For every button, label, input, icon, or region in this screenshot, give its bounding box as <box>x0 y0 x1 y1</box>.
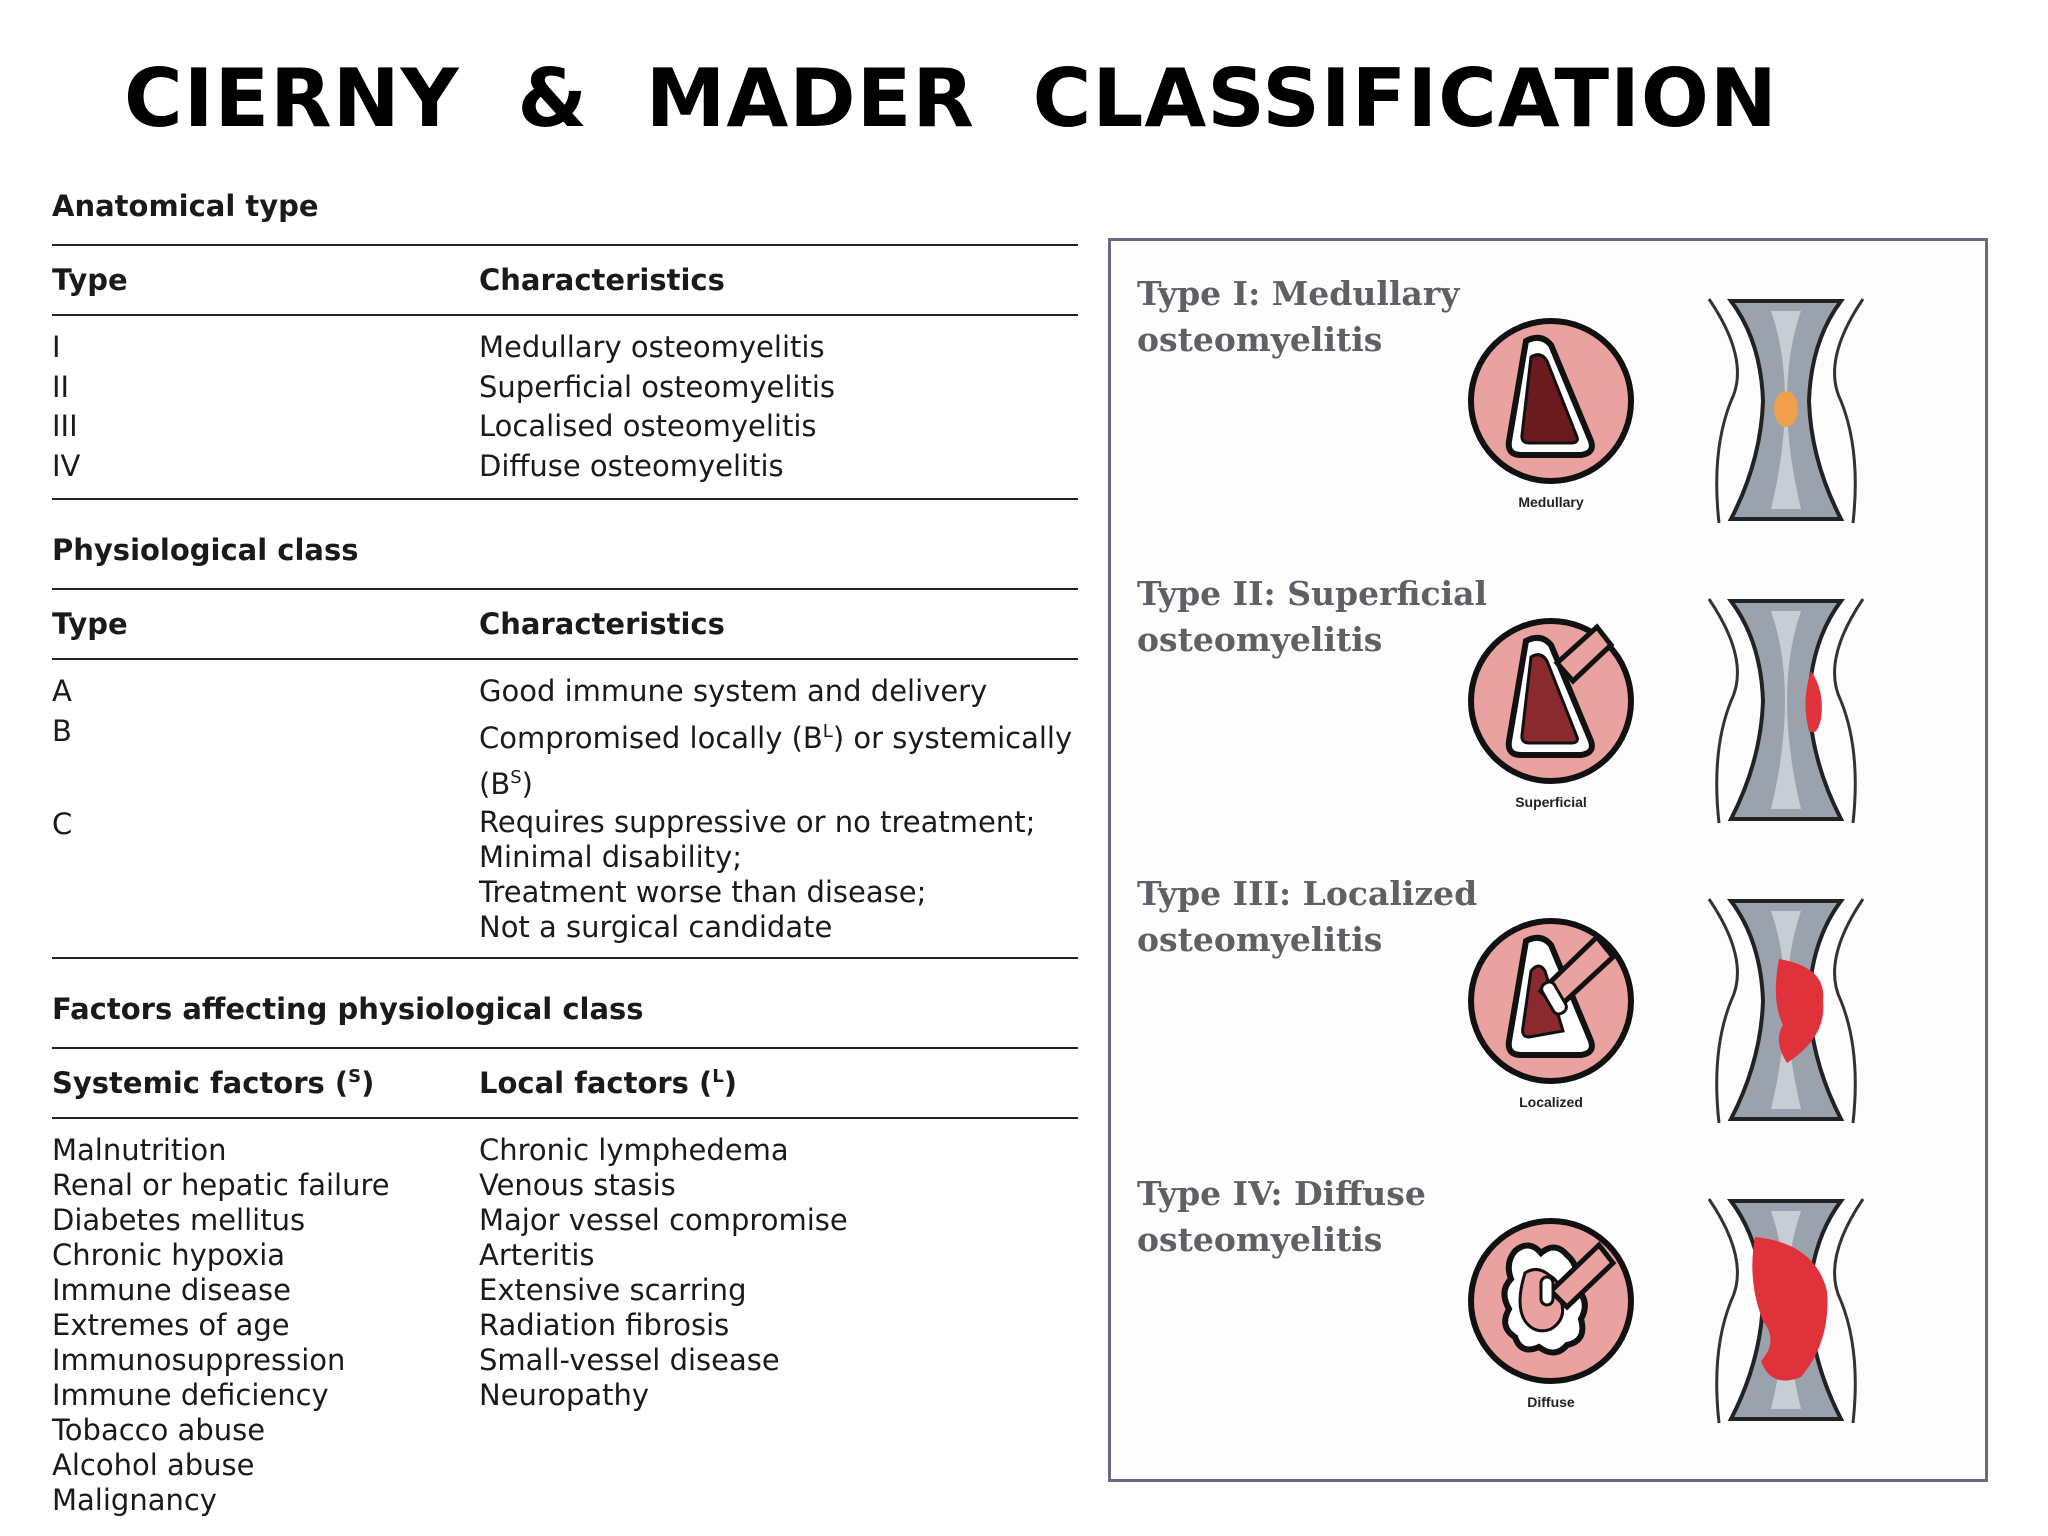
medullary-spot <box>1774 391 1798 427</box>
superficial-illustration <box>1111 541 1985 841</box>
systemic-factors-list <box>52 1133 479 1518</box>
type-cell: A <box>52 674 72 708</box>
figure-panel-superficial <box>1111 541 1985 841</box>
physiological-header-row <box>52 590 1078 658</box>
figure-panel-medullary <box>1111 241 1985 541</box>
section-label: Localized <box>1519 1094 1583 1110</box>
figure-panel-diffuse <box>1111 1141 1985 1441</box>
physiological-section-title: Physiological class <box>52 533 359 567</box>
list-item: Extremes of age <box>52 1307 290 1342</box>
text-part: Compromised locally (B <box>479 720 823 755</box>
characteristics-cell: Medullary osteomyelitis <box>479 330 825 364</box>
sequestrum <box>1541 1277 1553 1305</box>
list-item: Venous stasis <box>479 1167 676 1202</box>
medullary-illustration <box>1111 241 1985 541</box>
table-row <box>52 805 1078 945</box>
table-row <box>52 712 1078 805</box>
factors-lists <box>52 1119 1078 1518</box>
factors-section-title: Factors affecting physiological class <box>52 991 644 1026</box>
header-local <box>479 1066 1078 1100</box>
table-row <box>52 368 1078 408</box>
list-item: Small-vessel disease <box>479 1342 780 1377</box>
characteristics-cell <box>479 712 1078 805</box>
section-label: Superficial <box>1515 794 1587 810</box>
classification-tables <box>52 186 1078 1518</box>
text-part: ) <box>361 1065 375 1100</box>
panel-title: Type II: Superficial osteomyelitis <box>1137 574 1488 659</box>
anatomical-section-title: Anatomical type <box>52 189 319 223</box>
type-cell: II <box>52 369 70 404</box>
superscript: S <box>510 767 522 788</box>
characteristics-cell: Superficial osteomyelitis <box>479 369 835 404</box>
type-cell: III <box>52 409 78 443</box>
list-item: Immune deficiency <box>52 1377 329 1412</box>
list-item: Extensive scarring <box>479 1272 747 1307</box>
list-item: Chronic hypoxia <box>52 1237 286 1272</box>
header-characteristics: Characteristics <box>479 263 725 297</box>
physiological-rows <box>52 660 1078 957</box>
diffuse-illustration <box>1111 1141 1985 1441</box>
panel-title: Type III: Localized osteomyelitis <box>1137 874 1478 959</box>
type-cell: C <box>52 806 73 841</box>
type-cell: IV <box>52 448 81 483</box>
section-label: Diffuse <box>1527 1394 1575 1410</box>
page-title: CIERNY & MADER CLASSIFICATION <box>124 52 1778 145</box>
characteristics-cell: Localised osteomyelitis <box>479 409 817 443</box>
text-part: Local factors ( <box>479 1065 713 1100</box>
table-row <box>52 407 1078 447</box>
table-row <box>52 447 1078 487</box>
list-item: Alcohol abuse <box>52 1447 255 1482</box>
anatomical-header-row <box>52 246 1078 314</box>
characteristics-line: Not a surgical candidate <box>479 909 833 944</box>
text-part: ) <box>521 767 533 801</box>
characteristics-cell <box>479 805 1078 945</box>
text-part: ) or systemically (B <box>479 720 1073 801</box>
long-bone-diagram <box>1709 599 1863 823</box>
text-part: ) <box>723 1065 738 1100</box>
panel-title: Type IV: Diffuse osteomyelitis <box>1137 1174 1426 1259</box>
list-item: Major vessel compromise <box>479 1202 848 1237</box>
table-row <box>52 672 1078 712</box>
list-item: Renal or hepatic failure <box>52 1167 390 1202</box>
header-characteristics: Characteristics <box>479 607 725 641</box>
osteomyelitis-types-figure <box>1108 238 1988 1482</box>
long-bone-diagram <box>1709 1199 1863 1423</box>
list-item: Chronic lymphedema <box>479 1132 789 1167</box>
superscript: S <box>348 1065 362 1087</box>
superscript: L <box>712 1065 724 1087</box>
anatomical-rows <box>52 316 1078 498</box>
long-bone-diagram <box>1709 299 1863 523</box>
list-item: Malnutrition <box>52 1132 227 1167</box>
header-systemic <box>52 1066 479 1100</box>
list-item: Immunosuppression <box>52 1342 346 1377</box>
characteristics-cell: Good immune system and delivery <box>479 674 988 708</box>
figure-panel-localized <box>1111 841 1985 1141</box>
section-label: Medullary <box>1518 494 1584 510</box>
characteristics-line: Requires suppressive or no treatment; <box>479 804 1036 839</box>
list-item: Radiation fibrosis <box>479 1307 730 1342</box>
type-cell: B <box>52 713 72 748</box>
list-item: Tobacco abuse <box>52 1412 266 1447</box>
header-type: Type <box>52 263 128 297</box>
factors-header-row <box>52 1049 1078 1117</box>
list-item: Immune disease <box>52 1272 292 1307</box>
table-row <box>52 328 1078 368</box>
list-item: Arteritis <box>479 1237 595 1272</box>
panel-title: Type I: Medullary osteomyelitis <box>1137 274 1460 359</box>
list-item: Neuropathy <box>479 1377 650 1412</box>
local-factors-list <box>479 1133 1078 1518</box>
characteristics-line: Minimal disability; <box>479 839 743 874</box>
text-part: Systemic factors ( <box>52 1065 349 1100</box>
list-item: Malignancy <box>52 1482 217 1517</box>
list-item: Diabetes mellitus <box>52 1202 306 1237</box>
characteristics-line: Treatment worse than disease; <box>479 874 927 909</box>
superscript: L <box>822 720 833 742</box>
localized-illustration <box>1111 841 1985 1141</box>
long-bone-diagram <box>1709 899 1863 1123</box>
characteristics-cell: Diffuse osteomyelitis <box>479 448 784 483</box>
type-cell: I <box>52 330 61 364</box>
header-type: Type <box>52 607 128 641</box>
